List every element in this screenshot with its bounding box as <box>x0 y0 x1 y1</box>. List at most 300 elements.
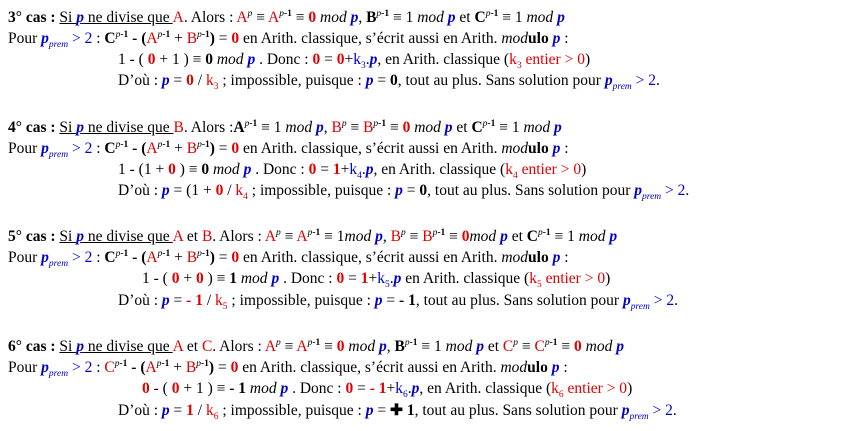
text-run: D’où : <box>118 292 162 309</box>
text-run: 1 - (1 + <box>118 161 169 178</box>
text-run: + <box>170 249 187 266</box>
text-run: . Donc : <box>279 270 337 287</box>
text-run: mod <box>501 140 529 157</box>
text-run: A <box>264 338 277 355</box>
text-run: A <box>268 9 280 26</box>
text-run: 0 <box>205 51 213 68</box>
text-run: ulo <box>528 140 549 157</box>
text-run: A <box>172 228 183 245</box>
text-run: > 2 <box>68 140 93 157</box>
text-run: 0 <box>215 182 224 199</box>
text-run: mod <box>344 338 379 355</box>
text-run: . <box>361 161 366 178</box>
text-run: p <box>244 119 250 129</box>
text-run: prem <box>48 40 69 50</box>
text-run: mod <box>246 380 281 397</box>
text-run: - 1 <box>399 292 416 309</box>
text-run: B <box>173 119 184 136</box>
text-run: -1 <box>200 359 209 369</box>
text-run: p <box>395 182 403 199</box>
text-run: -1 <box>161 359 170 369</box>
text-run: mod <box>581 338 617 355</box>
text-run: mod <box>316 9 351 26</box>
text-run: -1 <box>162 140 171 150</box>
text-run: p <box>341 119 347 129</box>
text-run: C <box>104 249 116 266</box>
text-run: -1 <box>120 249 129 259</box>
text-run: p <box>115 140 121 150</box>
text-run: p <box>621 402 630 419</box>
text-run: p <box>552 140 561 157</box>
text-run: p <box>552 30 561 47</box>
text-run: p <box>41 359 49 376</box>
text-run: -1 <box>409 338 418 348</box>
text-run: mod <box>523 119 551 136</box>
text-run: 0 <box>231 249 240 266</box>
text-run: entier > 0 <box>517 161 582 178</box>
text-run: = (1 + <box>169 182 216 199</box>
text-run: + <box>179 270 196 287</box>
text-run: prem <box>629 412 649 422</box>
text-run: = <box>373 72 390 89</box>
text-run: = <box>320 51 337 68</box>
text-run: p <box>513 338 518 348</box>
text-run: A <box>146 30 158 47</box>
text-run: A <box>296 228 308 245</box>
text-run: p <box>447 9 456 26</box>
text-run: B <box>331 119 342 136</box>
text-run: mod <box>285 119 313 136</box>
text-run: p <box>76 9 84 26</box>
text-run: p <box>197 30 202 40</box>
text-run: Pour <box>8 249 42 266</box>
text-run: p <box>197 249 202 259</box>
text-run: Pour <box>8 140 42 157</box>
text-run: p <box>379 338 387 355</box>
text-run: 4 <box>357 171 362 181</box>
text-run: , tout au plus. Sans solution pour <box>397 72 605 89</box>
text-run: 0 <box>308 9 317 26</box>
text-run: et <box>455 9 475 26</box>
text-run: ; impossible, puisque : <box>218 402 366 419</box>
text-run: D’où : <box>118 72 162 89</box>
text-run: 1 <box>186 402 194 419</box>
text-run: = <box>214 359 231 376</box>
text-run: A <box>236 9 248 26</box>
text-run: B <box>201 228 213 245</box>
text-run: + 1 ) ≡ <box>179 380 230 397</box>
text-run: C <box>502 338 514 355</box>
text-run: -1 <box>249 119 258 129</box>
text-run: -1 <box>378 119 387 129</box>
text-run: + <box>170 30 187 47</box>
text-run: p <box>161 292 170 309</box>
text-run: 1 <box>360 270 369 287</box>
text-run: mod <box>212 51 248 68</box>
text-run: k <box>529 270 537 287</box>
text-run: . Alors : <box>212 338 265 355</box>
text-run: ≡ 1 <box>550 228 579 245</box>
text-run: B <box>394 338 405 355</box>
text-run: p <box>634 182 642 199</box>
text-run: prem <box>48 369 69 379</box>
text-run: 0 <box>231 30 240 47</box>
text-run: en Arith. classique, s’écrit aussi en Arith. <box>239 249 502 266</box>
text-run: -1 <box>119 359 128 369</box>
text-run: ≡ <box>252 9 268 26</box>
text-run: p <box>537 228 543 238</box>
text-run: 5 <box>222 302 228 312</box>
text-run: ulo <box>528 30 549 47</box>
text-run: 5° cas : <box>8 228 60 245</box>
text-run: entier > 0 <box>541 270 606 287</box>
text-run: k <box>353 51 361 68</box>
text-run: p <box>544 338 550 348</box>
text-run: k <box>205 402 214 419</box>
text-run: -1 <box>201 249 210 259</box>
text-run: / <box>223 182 236 199</box>
text-run: k <box>205 72 214 89</box>
text-run: mod <box>501 249 529 266</box>
text-run: k <box>509 51 517 68</box>
text-run: B <box>366 9 377 26</box>
text-run: C <box>104 140 116 157</box>
text-run: > 2 <box>68 30 93 47</box>
text-run: C <box>104 359 115 376</box>
text-run: C <box>534 338 545 355</box>
text-run: ≡ <box>445 228 462 245</box>
text-run: p <box>157 30 163 40</box>
text-run: p <box>374 292 383 309</box>
text-run: A <box>146 249 158 266</box>
text-run: D’où : <box>118 402 162 419</box>
text-run: p <box>271 270 280 287</box>
case-3-condition <box>8 29 569 49</box>
case-4-condition <box>8 139 569 159</box>
text-run: p <box>500 228 508 245</box>
text-run: Si <box>59 228 77 245</box>
text-run: 5 <box>384 280 390 290</box>
text-run: C <box>201 338 213 355</box>
text-run: : <box>92 249 105 266</box>
text-run: p <box>243 161 252 178</box>
text-run: -1 <box>549 338 558 348</box>
text-run: p <box>307 338 313 348</box>
text-run: p <box>552 249 561 266</box>
text-run: 0 <box>389 72 398 89</box>
text-run: p <box>369 51 378 68</box>
text-run: p <box>161 182 170 199</box>
text-run: + <box>169 359 186 376</box>
text-run: 0 <box>201 161 210 178</box>
text-run: et <box>483 338 503 355</box>
text-run: 0 <box>308 161 317 178</box>
text-run: p <box>161 402 170 419</box>
case-6-conclusion <box>118 401 677 421</box>
text-run: 1 <box>332 161 341 178</box>
text-run: 1 - ( <box>118 51 148 68</box>
text-run: 0 <box>336 51 345 68</box>
text-run: = <box>316 161 333 178</box>
text-run: 0 <box>574 338 582 355</box>
text-run: p <box>280 380 289 397</box>
text-run: 3 <box>213 82 219 92</box>
case-6-condition <box>8 358 568 378</box>
text-run: ) <box>209 140 215 157</box>
text-run: p <box>279 9 284 19</box>
text-run: k <box>235 182 244 199</box>
text-run: p <box>476 338 484 355</box>
text-run: 0 <box>336 338 345 355</box>
text-run: ne divise que <box>83 119 174 136</box>
text-run: , en Arith. classique ( <box>373 161 506 178</box>
text-run: / <box>193 402 206 419</box>
text-run: 0 <box>336 270 345 287</box>
text-run: A <box>172 9 184 26</box>
text-run: C <box>471 119 483 136</box>
text-run: prem <box>642 192 662 202</box>
text-run: ne divise que <box>83 228 173 245</box>
text-run: en Arith. classique, s’écrit aussi en Arith. <box>239 30 502 47</box>
text-run: > 2 <box>631 72 657 89</box>
text-run: p <box>247 51 256 68</box>
text-run: = <box>169 72 187 89</box>
text-run: p <box>247 9 253 19</box>
text-run: en Arith. classique ( <box>401 270 530 287</box>
text-run: k <box>377 270 385 287</box>
text-run: mod <box>500 359 528 376</box>
case-4-equation <box>118 160 586 180</box>
text-run: 3 <box>360 61 366 71</box>
text-run: : <box>560 30 569 47</box>
text-run: ≡ 1 <box>257 119 286 136</box>
text-run: mod <box>417 9 444 26</box>
text-run: ≡ 1 <box>389 9 418 26</box>
text-run: p <box>376 9 382 19</box>
text-run: : <box>92 359 105 376</box>
text-run: . <box>389 270 394 287</box>
text-run: p <box>485 9 491 19</box>
text-run: mod <box>445 338 473 355</box>
text-run: , tout au plus. Sans solution pour <box>414 402 622 419</box>
text-run: ) <box>627 380 633 397</box>
text-run: -1 <box>381 9 390 19</box>
text-run: mod <box>344 228 376 245</box>
text-run: p <box>373 119 379 129</box>
text-run: Pour <box>8 30 42 47</box>
text-run: p <box>551 359 560 376</box>
text-run: p <box>41 249 49 266</box>
text-run: , en Arith. classique ( <box>377 51 510 68</box>
text-run: B <box>185 359 197 376</box>
text-run: : <box>560 140 569 157</box>
text-run: 0 <box>402 119 411 136</box>
text-run: B <box>390 228 401 245</box>
text-run: Si <box>59 9 77 26</box>
text-run: -1 <box>162 30 171 40</box>
text-run: ✚ 1 <box>389 402 415 419</box>
text-run: B <box>422 228 433 245</box>
text-run: C <box>526 228 538 245</box>
text-run: B <box>363 119 374 136</box>
text-run: ) <box>209 30 215 47</box>
text-run: prem <box>630 302 650 312</box>
text-run: 0 <box>186 72 194 89</box>
text-run: ) <box>209 249 215 266</box>
text-run: k <box>505 161 513 178</box>
text-run: = <box>344 270 361 287</box>
text-run: . <box>685 182 690 199</box>
text-run: Si <box>59 119 77 136</box>
text-run: et <box>183 338 202 355</box>
text-run: p <box>393 270 402 287</box>
text-run: p <box>115 249 121 259</box>
text-run: ≡ <box>386 119 403 136</box>
text-run: . Alors : <box>212 228 265 245</box>
text-run: k <box>349 161 358 178</box>
text-run: p <box>375 228 383 245</box>
text-run: ≡ <box>320 338 337 355</box>
text-run: 0 <box>168 161 176 178</box>
text-run: - 1 <box>369 380 387 397</box>
text-run: + 1 ) ≡ <box>155 51 206 68</box>
text-run: 0 <box>345 380 354 397</box>
text-run: . Donc : <box>255 51 313 68</box>
text-run: 6° cas : <box>8 338 60 355</box>
text-run: ≡ <box>280 228 297 245</box>
text-run: 0 <box>142 380 150 397</box>
text-run: C <box>104 30 116 47</box>
text-run: 0 <box>147 51 156 68</box>
text-run: . <box>674 292 678 309</box>
text-run: / <box>193 72 206 89</box>
text-run: ulo <box>527 359 548 376</box>
case-3-heading <box>8 8 565 28</box>
text-run: ; impossible, puisque : <box>247 182 396 199</box>
case-5-condition <box>8 248 569 268</box>
text-run: mod <box>236 270 272 287</box>
text-run: 0 <box>461 228 470 245</box>
text-run: A <box>264 228 277 245</box>
case-6-equation <box>142 379 632 399</box>
text-run: : <box>560 249 569 266</box>
text-run: - 1 <box>186 292 203 309</box>
text-run: 0 <box>419 182 428 199</box>
text-run: ≡ <box>346 119 364 136</box>
text-run: mod <box>209 161 244 178</box>
text-run: = <box>169 402 187 419</box>
text-run: + <box>386 380 396 397</box>
text-run: : <box>92 140 105 157</box>
text-run: 6 <box>558 390 564 400</box>
text-run: mod <box>578 228 606 245</box>
text-run: prem <box>48 150 69 160</box>
text-run: 6 <box>213 412 219 422</box>
text-run: , <box>323 119 332 136</box>
text-run: p <box>156 359 162 369</box>
text-run: entier > 0 <box>521 51 585 68</box>
text-run: + <box>368 270 378 287</box>
text-run: p <box>365 72 374 89</box>
text-run: 4 <box>243 192 248 202</box>
text-run: -1 <box>201 140 210 150</box>
text-run: > 2 <box>68 249 93 266</box>
text-run: et <box>452 119 472 136</box>
text-run: B <box>186 140 198 157</box>
text-run: p <box>115 30 121 40</box>
case-4-heading <box>8 118 562 138</box>
text-run: A <box>146 140 158 157</box>
text-run: prem <box>48 259 69 269</box>
text-run: = <box>382 292 400 309</box>
text-run: 0 <box>171 380 180 397</box>
text-run: > 2 <box>68 359 93 376</box>
text-run: p <box>411 380 420 397</box>
text-run: D’où : <box>118 182 162 199</box>
text-run: prem <box>612 82 632 92</box>
text-run: ) ≡ <box>203 270 230 287</box>
text-run: - ( <box>128 30 147 47</box>
text-run: = <box>402 182 420 199</box>
text-run: p <box>482 119 488 129</box>
text-run: ≡ <box>518 338 535 355</box>
text-run: . <box>672 402 677 419</box>
text-run: - 1 <box>229 380 247 397</box>
text-run: -1 <box>487 119 496 129</box>
text-run: mod <box>410 119 445 136</box>
text-run: ≡ <box>405 228 423 245</box>
text-run: p <box>76 338 84 355</box>
text-run: ) <box>581 161 587 178</box>
text-run: Si <box>59 338 77 355</box>
text-run: p <box>365 402 374 419</box>
text-run: et <box>507 228 527 245</box>
text-run: p <box>157 249 163 259</box>
case-5-equation <box>142 269 610 289</box>
text-run: p <box>41 30 49 47</box>
text-run: p <box>76 228 84 245</box>
text-run: p <box>114 359 120 369</box>
text-run: -1 <box>437 228 446 238</box>
text-run: = <box>214 249 232 266</box>
text-run: = <box>169 292 187 309</box>
text-run: 1 - ( <box>142 270 172 287</box>
text-run: = <box>214 140 232 157</box>
text-run: + <box>340 161 350 178</box>
text-run: p <box>315 119 324 136</box>
text-run: ≡ 1 <box>495 119 524 136</box>
text-run: k <box>215 292 223 309</box>
text-run: p <box>197 140 202 150</box>
text-run: . Donc : <box>251 161 309 178</box>
text-run: , <box>386 338 395 355</box>
text-run: 4° cas : <box>8 119 60 136</box>
text-run: . Alors : <box>183 119 234 136</box>
text-run: p <box>557 9 565 26</box>
text-run: > 2 <box>648 402 673 419</box>
text-run: . <box>407 380 412 397</box>
text-run: p <box>350 9 359 26</box>
text-run: -1 <box>120 30 129 40</box>
text-run: p <box>276 338 281 348</box>
text-run: p <box>41 140 49 157</box>
text-run: ulo <box>528 249 549 266</box>
text-run: p <box>604 72 613 89</box>
text-run: ) <box>584 51 591 68</box>
text-run: ≡ <box>280 338 297 355</box>
text-run: p <box>365 161 374 178</box>
text-run: ) ≡ <box>175 161 202 178</box>
